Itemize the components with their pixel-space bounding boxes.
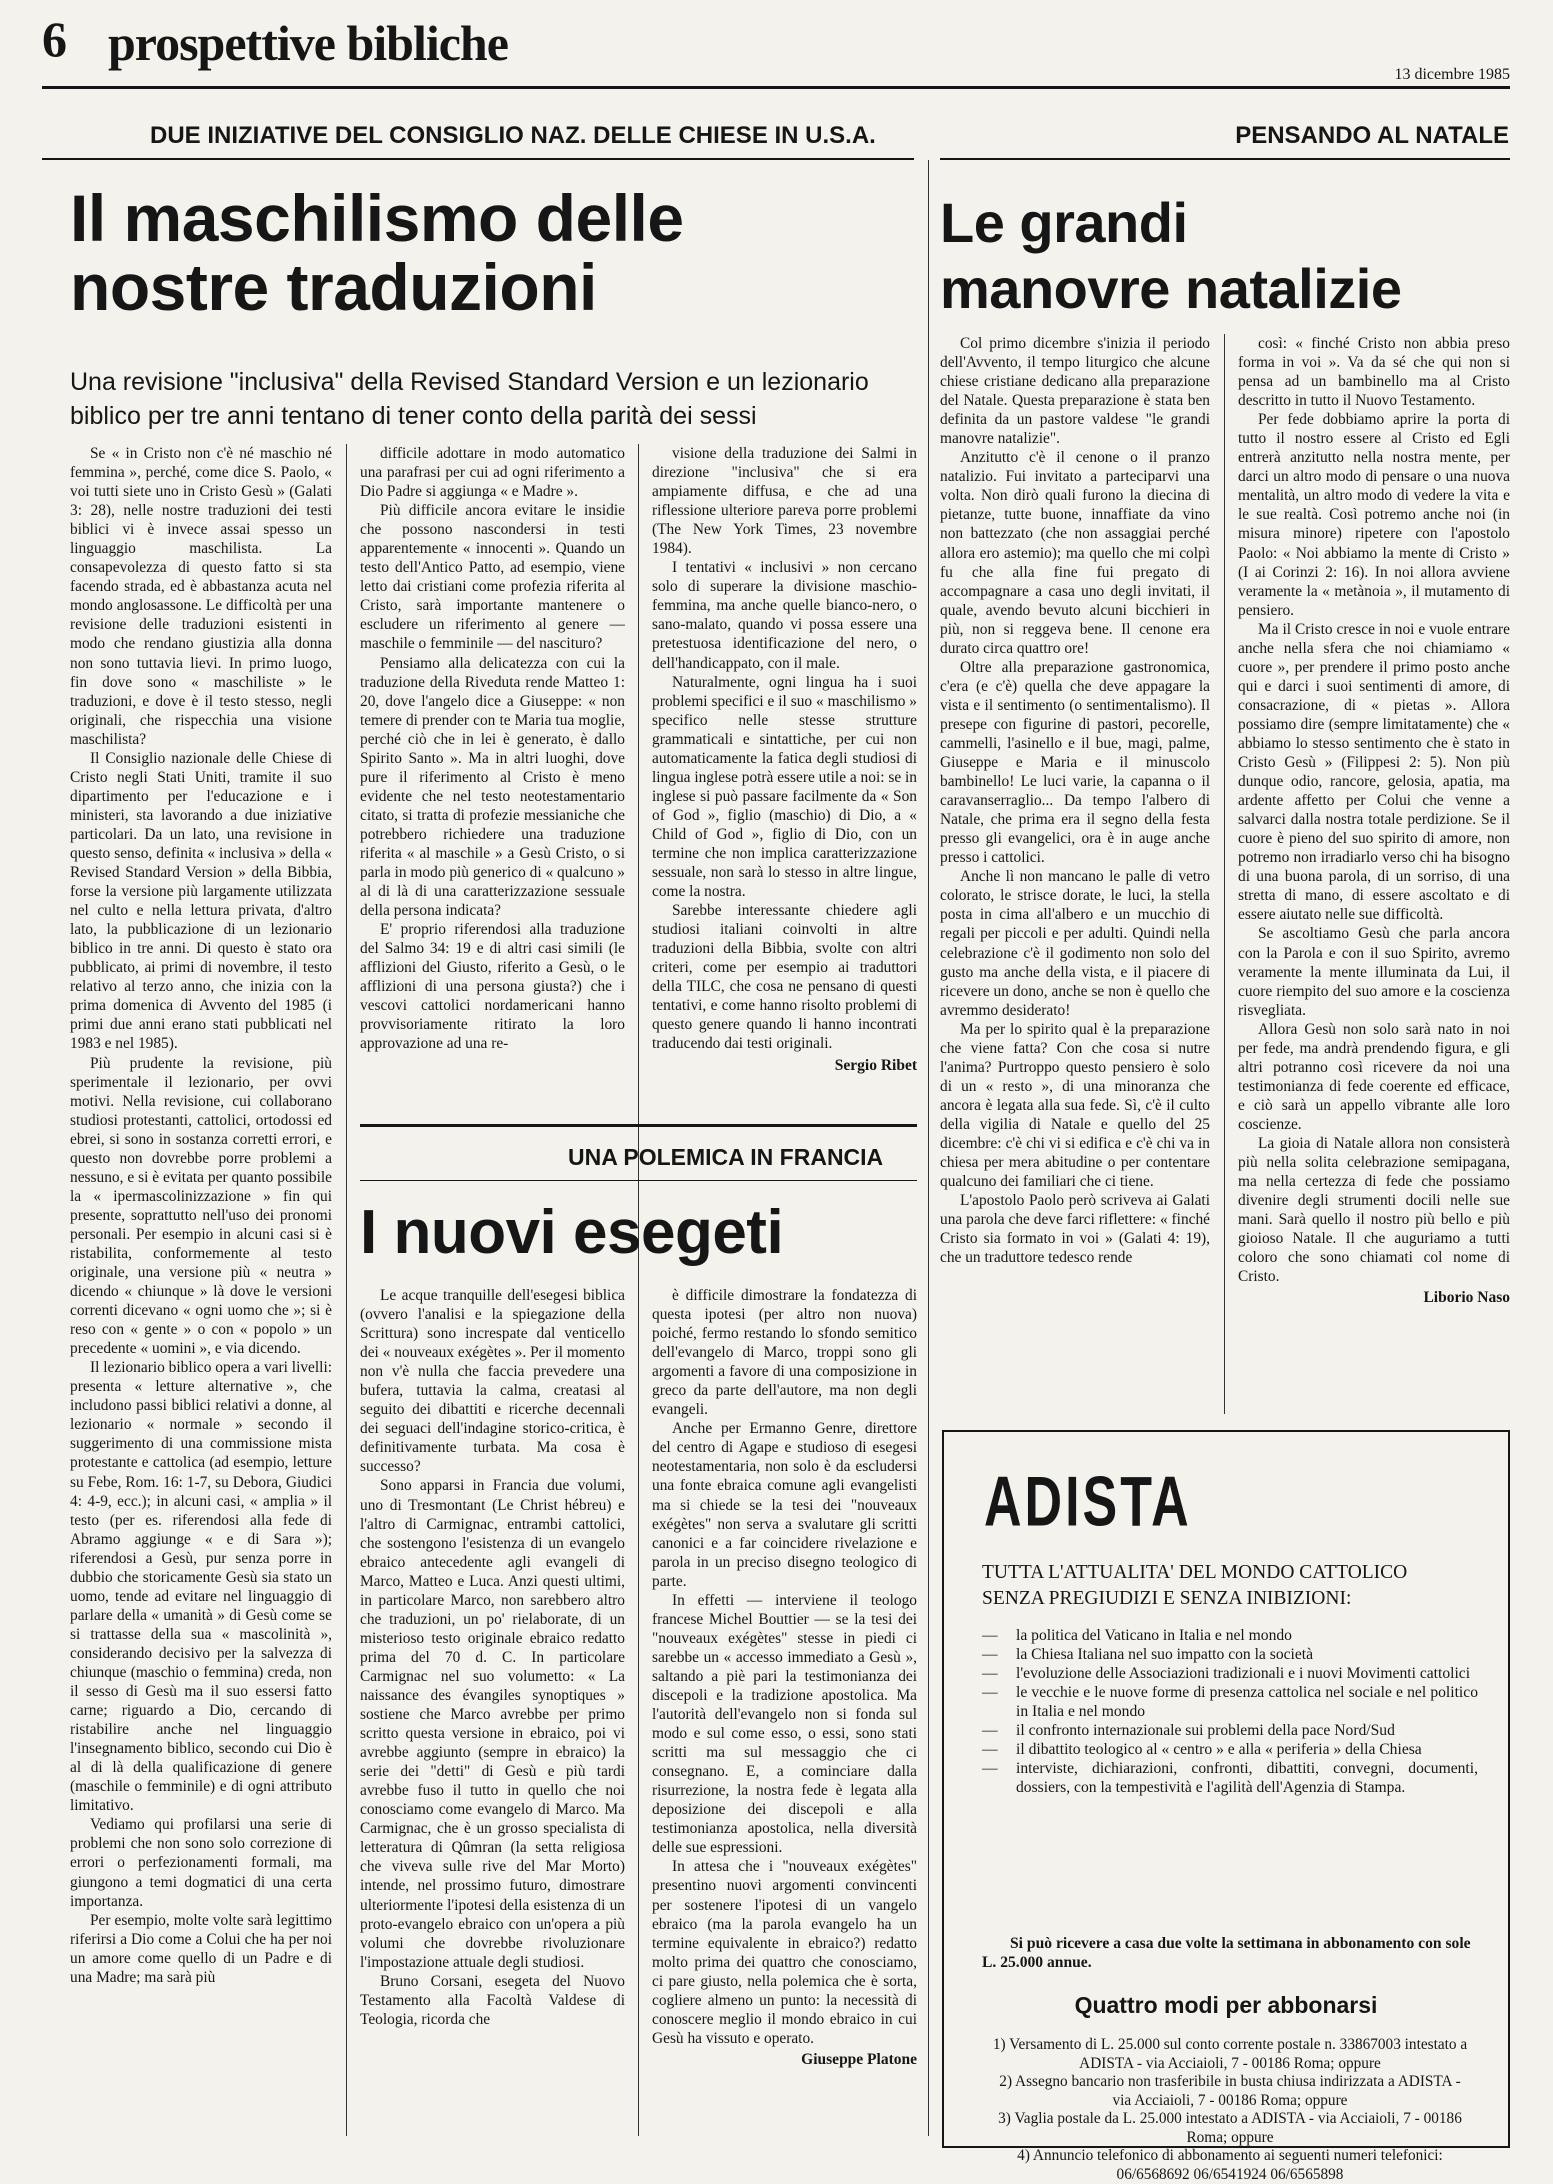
paragraph: L'apostolo Paolo però scriveva ai Galati una parola che deve farci riflettere: « finché Cristo sia formato in voi » (Galati 4: 19), che un traduttore tedesco rende [940, 1192, 1210, 1267]
right-col-2 [1238, 334, 1510, 1414]
kicker-rule-left [42, 158, 914, 160]
left-headline [70, 181, 684, 325]
column-divider [928, 160, 929, 2136]
paragraph: difficile adottare in modo automatico una parafrasi per cui ad ogni riferimento a Dio Padre si aggiunga « e Madre ». [360, 445, 625, 501]
paragraph: così: « finché Cristo non abbia preso forma in voi ». Va da sé che qui non si pensa ad un bambinello ma al Cristo descritto in tutto il Nuovo Testamento. [1238, 335, 1510, 410]
kicker-rule-right [940, 158, 1510, 160]
middle-kicker: UNA POLEMICA IN FRANCIA [568, 1144, 884, 1170]
adista-advertisement [942, 1430, 1510, 2183]
paragraph: Per esempio, molte volte sarà legittimo riferirsi a Dio come a Colui che ha per noi un amore come quello di un Padre e di una Madre; ma sarà più [70, 1911, 332, 1986]
middle-article-rule [360, 1124, 917, 1127]
left-headline-line1: Il maschilismo delle [70, 181, 684, 255]
adista-logo: ADISTA [984, 1463, 1192, 1542]
paragraph: Col primo dicembre s'inizia il periodo dell'Avvento, il tempo liturgico che alcune chiese cristiane dedicano alla preparazione del Natale. Questa preparazione è stata ben definita da un pastore valdese "le grandi manovre natalizie". [940, 335, 1210, 448]
list-item: 2) Assegno bancario non trasferibile in busta chiusa indirizzata a ADISTA - via Acciaioli, 7 - 00186 Roma; oppure [999, 2073, 1461, 2109]
right-col-1 [940, 334, 1210, 1414]
paragraph: Se ascoltiamo Gesù che parla ancora con la Parola e con il suo Spirito, avremo veramente la mente illuminata da Lui, il cuore riempito del suo amore e la coscienza risvegliata. [1238, 925, 1510, 1019]
paragraph: Per fede dobbiamo aprire la porta di tutto il nostro essere al Cristo ed Egli entrerà anzitutto nella nostra mente, per darci un altro modo di pensare o una nuova mentalità, un altro modo di vedere la vita e le sue realtà. Così potremo anche noi (in misura minore) ripetere con l'apostolo Paolo: « Noi abbiamo la mente di Cristo » (I ai Corinzi 2: 16). In noi allora avviene veramente la « metànoia », il mutamento di pensiero. [1238, 411, 1510, 619]
paragraph: Più difficile ancora evitare le insidie che possono nascondersi in testi apparentemente « innocenti ». Quando un testo dell'Antico Patto, ad esempio, viene letto dai cristiani come profezia riferita al Cristo, sarà importante mantenere o escludere un riferimento al genere — maschile o femminile — del nascituro? [360, 502, 625, 653]
ad-tagline-line2: SENZA PREGIUDIZI E SENZA INIBIZIONI: [982, 1588, 1352, 1609]
paragraph: Vediamo qui profilarsi una serie di problemi che non sono solo correzione di errori o perfezionamenti formali, ma giungono a temi dogmatici di una certa importanza. [70, 1816, 332, 1910]
middle-col-1 [360, 1286, 625, 2136]
paragraph: Sono apparsi in Francia due volumi, uno di Tresmontant (Le Christ hébreu) e l'altro di Carmignac, entrambi cattolici, che sostengono l'esistenza di un evangelo ebraico antecedente agli evangeli di Marco, Matteo e Luca. Anzi questi ultimi, in particolare Marco, non sarebbero altro che traduzioni, un po' rielaborate, di un misterioso testo originale ebraico redatto prima del 70 d. C. In particolare Carmignac nel suo volumetto: « La naissance des évangiles synoptiques » sostiene che Marco avrebbe per primo scritto questa versione in ebraico, poi vi avrebbe aggiunto (sempre in ebraico) la serie dei "detti" di Gesù e più tardi avrebbe fuso il tutto in quello che noi conosciamo come evangelo di Marco. Ma Carmignac, che è un grosso specialista di letteratura di Qûmran (la setta religiosa che viveva sulle rive del Mar Morto) intende, nel prossimo futuro, dimostrare ulteriormente l'ipotesi della esistenza di un proto-evangelo ebraico con un'opera a più volumi che dovrebbe rivoluzionare l'impostazione attuale degli studiosi. [360, 1477, 625, 1971]
paragraph: visione della traduzione dei Salmi in direzione "inclusiva" che si era ampiamente diffusa, e che ad una riflessione ulteriore pareva porre problemi (The New York Times, 23 novembre 1984). [652, 445, 917, 558]
paragraph: Sarebbe interessante chiedere agli studiosi italiani coinvolti in altre traduzioni della Bibbia, svolte con altri criteri, come per esempio ai traduttori della TILC, che cosa ne pensano di questi tentativi, e come hanno risolto problemi di questo genere quando li hanno incontrati traducendo dai testi originali. [652, 902, 917, 1053]
column-divider [346, 444, 347, 2136]
list-item: — il confronto internazionale sui problemi della pace Nord/Sud [982, 1721, 1478, 1740]
paragraph: Se « in Cristo non c'è né maschio né femmina », perché, come dice S. Paolo, « voi tutti siete uno in Cristo Gesù » (Galati 3: 28), nelle nostre traduzioni dei testi biblici vi è invece assai spesso un linguaggio maschilista. La consapevolezza di questo fatto si sta facendo strada, ed è abbastanza acuta nel mondo anglosassone. Le difficoltà per una revisione delle traduzioni esistenti in modo che rendano giustizia alla donna non sono tuttavia lievi. In primo luogo, fin dove sono « maschiliste » le traduzioni, e dove è il testo stesso, negli originali, che rispecchia una visione maschilista? [70, 445, 332, 748]
list-item: — il dibattito teologico al « centro » e alla « periferia » della Chiesa [982, 1740, 1478, 1759]
paragraph: E' proprio riferendosi alla traduzione del Salmo 34: 19 e di altri casi simili (le afflizioni del Giusto, riferito a Gesù, o le afflizioni di una persona giusta?) che i vescovi cattolici nordamericani hanno provvisoriamente ritirato la loro approvazione ad una re- [360, 921, 625, 1053]
paragraph: Ma per lo spirito qual è la preparazione che viene fatta? Con che cosa si nutre l'anima? Purtroppo questo pensiero è solo di un « resto », di una minoranza che ancora è legata alla sua fede. Sì, c'è il culto della vigilia di Natale e quello del 25 dicembre: c'è chi vi si edifica e c'è chi va in chiesa per mera abitudine o per contentare qualcuno dei familiari che ci tiene. [940, 1020, 1210, 1191]
middle-headline: I nuovi esegeti [360, 1198, 784, 1267]
middle-article-signature: Giuseppe Platone [801, 2050, 917, 2068]
paragraph: Allora Gesù non solo sarà nato in noi per fede, ma andrà prendendo figura, e gli altri potranno così ricevere da noi una testimonianza di fede coerente ed efficace, e ciò sarà un appello vibrante alle loro coscienze. [1238, 1020, 1510, 1133]
right-headline-line1: Le grandi [940, 191, 1188, 254]
list-item: — interviste, dichiarazioni, confronti, dibattiti, convegni, documenti, dossiers, con la tempestività e l'agilità dell'Agenzia di Stampa. [982, 1759, 1478, 1797]
paragraph: Più prudente la revisione, più sperimentale il lezionario, per ovvi motivi. Nella revisione, cui collaborano studiosi protestanti, cattolici, ortodossi ed ebrei, si sono in sostanza corretti errori, e questo non dovrebbe porre problemi a nessuno, e si è evitata per quanto possibile la « ipermascolinizzazione » fin qui presente, soprattutto nell'uso dei pronomi personali. Per esempio in alcuni casi si è ristabilita, conformemente al testo originale, una versione più « neutra » dicendo « chiunque » là dove le versioni correnti dicevano « ogni uomo che »; si è reso con « gente » o con « popolo » un precedente « uomini », e via dicendo. [70, 1054, 332, 1358]
paragraph: Anzitutto c'è il cenone o il pranzo natalizio. Fui invitato a parteciparvi una volta. Non dirò quali furono la diecina di pietanze, tutte buone, innaffiate da vino non battezzato (che non assaggiai perché allora ero astemio); ma quello che mi colpì fu che alla fine fui pregato di accompagnare a casa uno degli invitati, il quale, avendo bevuto alcuni bicchieri in più, non si reggeva bene. Il cenone era durato circa quattro ore! [940, 449, 1210, 657]
right-headline [940, 190, 1401, 321]
paragraph: Anche lì non mancano le palle di vetro colorato, le strisce dorate, le luci, la stella posta in cima all'albero e un mucchio di regali per piccoli e per adulti. Quindi nella celebrazione c'è il godimento non solo del gusto ma anche della vista, e il piacere di ricevere un dono, anche se non è quello che avremmo desiderato! [940, 868, 1210, 1019]
paragraph: Anche per Ermanno Genre, direttore del centro di Agape e studioso di esegesi neotestamentaria, non solo è da escludersi una fonte ebraica comune agli evangelisti ma si chiede se la tesi dei "nouveaux exégètes" non serva a svalutare gli scritti canonici e a far coincidere rivelazione e parola in un preciso disegno teologico di parte. [652, 1420, 917, 1590]
paragraph: I tentativi « inclusivi » non cercano solo di superare la divisione maschio-femmina, ma anche quelle bianco-nero, o sano-malato, quando vi possa essere una pretestuosa identificazione del nero, o dell'handicappato, con il male. [652, 559, 917, 672]
ad-tagline-line1: TUTTA L'ATTUALITA' DEL MONDO CATTOLICO [982, 1562, 1408, 1583]
paragraph: La gioia di Natale allora non consisterà più nella solita celebrazione semipagana, ma nella certezza di fede che possiamo divenire degli strumenti docili nelle sue mani. Sarà quello il nostro più bello e più gioioso Natale. Il che auguriamo a tutti coloro che sono chiamati col nome di Cristo. [1238, 1134, 1510, 1286]
ad-subscription-modes [990, 2036, 1470, 2184]
left-kicker: DUE INIZIATIVE DEL CONSIGLIO NAZ. DELLE CHIESE IN U.S.A. [150, 122, 876, 149]
issue-date: 13 dicembre 1985 [1394, 66, 1510, 83]
list-item: 1) Versamento di L. 25.000 sul conto corrente postale n. 33867003 intestato a ADISTA - via Acciaioli, 7 - 00186 Roma; oppure [992, 2036, 1468, 2072]
page-number: 6 [42, 11, 67, 67]
paragraph: Bruno Corsani, esegeta del Nuovo Testamento alla Facoltà Valdese di Teologia, ricorda che [360, 1972, 625, 2028]
middle-col-2 [652, 1286, 917, 2136]
paragraph: Pensiamo alla delicatezza con cui la traduzione della Riveduta rende Matteo 1: 20, dove l'angelo dice a Giuseppe: « non temere di prender con te Maria tua moglie, perché ciò che in lei è generato, è dallo Spirito Santo ». Ma in altri luoghi, dove pure il riferimento al Cristo è meno evidente che nel testo neotestamentario citato, si tratta di profezie messianiche che potrebbero richiedere una traduzione riferita « al maschile » a Gesù Cristo, o si parla in modo più generico di « qualcuno » al di là di una caratterizzazione sessuale della persona indicata? [360, 654, 625, 920]
ad-tagline [982, 1560, 1482, 1612]
ad-subscribe-title: Quattro modi per abbonarsi [1074, 1992, 1378, 2018]
list-item: — la Chiesa Italiana nel suo impatto con la società [982, 1645, 1478, 1664]
right-article-signature: Liborio Naso [1423, 1289, 1510, 1307]
paragraph: è difficile dimostrare la fondatezza di questa ipotesi (per altro non nuova) poiché, fermo restando lo sfondo semitico dell'evangelo di Marco, troppi sono gli argomenti a favore di una composizione in greco da parte dell'autore, ma non degli evangeli. [652, 1287, 917, 1419]
left-headline-line2: nostre traduzioni [70, 250, 597, 325]
ad-subscription-note: Si può ricevere a casa due volte la settimana in abbonamento con sole L. 25.000 annue. [982, 1935, 1471, 1971]
left-col-3 [652, 444, 917, 1114]
paragraph: In attesa che i "nouveaux exégètes" presentino nuovi argomenti convincenti per sostenere l'ipotesi di un vangelo ebraico (ma la parola evangelo ha un termine equivalente in ebraico?) redatto molto prima dei quattro che conosciamo, ci pare giusto, nella polemica che è sorta, cogliere almeno un punto: la necessità di conoscere meglio il mondo ebraico in cui Gesù ha vissuto e operato. [652, 1858, 917, 2047]
paragraph: Il Consiglio nazionale delle Chiese di Cristo negli Stati Uniti, tramite il suo dipartimento per l'educazione e i ministeri, sta lavorando a due iniziative particolari. Da un lato, una revisione in questo senso, definita « inclusiva » della « Revised Standard Version » della Bibbia, forse la versione più largamente utilizzata nel culto e nella lettura privata, d'altro lato, la pubblicazione di un lezionario biblico in tre anni. Di questo è stato ora pubblicato, ai primi di novembre, il testo relativo al terzo anno, che inizia con la prima domenica di Avvento del 1985 (i primi due anni erano stati pubblicati nel 1983 e nel 1985). [70, 749, 332, 1053]
list-item: — la politica del Vaticano in Italia e nel mondo [982, 1626, 1478, 1645]
paragraph: Le acque tranquille dell'esegesi biblica (ovvero l'analisi e la spiegazione della Scrittura) sono increspate dal venticello dei « nouveaux exégètes ». Per il momento non v'è nulla che faccia prevedere una bufera, tuttavia la calma, creatasi al seguito dei dibattiti e ricerche decennali dei seguaci dell'indagine storico-critica, è definitivamente turbata. Ma cosa è successo? [360, 1287, 625, 1476]
left-subhead: Una revisione "inclusiva" della Revised Standard Version e un lezionario biblico per tre anni tentano di tener conto della parità dei sessi [70, 368, 869, 430]
left-col-2 [360, 444, 625, 1104]
paragraph: Ma il Cristo cresce in noi e vuole entrare anche nella sfera che noi chiamiamo « cuore », per prendere il primo posto anche qui e darci i suoi sentimenti di amore, di consacrazione, di « pietas ». Allora possiamo dire (sempre limitatamente) che « abbiamo lo stesso sentimento che è stato in Cristo Gesù » (Filippesi 2: 5). Non più dunque odio, rancore, gelosia, apatia, ma ardente affetto per Colui che venne a salvarci dalla nostra totale perdizione. Se il cuore è pieno del suo spirito di amore, non potremo non irradiarlo verso chi ha bisogno di una buona parola, di un sorriso, di una stretta di mano, di essere ascoltato e di essere aiutato nelle sue difficoltà. [1238, 620, 1510, 924]
ad-topics-list [982, 1626, 1478, 1797]
column-divider [1224, 334, 1225, 1414]
left-article-signature: Sergio Ribet [834, 1056, 917, 1074]
middle-kicker-rule [360, 1180, 917, 1181]
right-kicker: PENSANDO AL NATALE [1235, 122, 1509, 149]
list-item: 4) Annuncio telefonico di abbonamento ai seguenti numeri telefonici: 06/6568692 06/6541924 06/6565898 [1017, 2147, 1443, 2183]
right-headline-line2: manovre natalizie [940, 256, 1402, 320]
paragraph: Il lezionario biblico opera a vari livelli: presenta « letture alternative », che includono passi biblici relativi a donne, al lezionario « normale » secondo il suggerimento di una commissione mista protestante e cattolica (ad esempio, letture su Febe, Rom. 16: 1-7, su Debora, Giudici 4: 4-9, ecc.); in alcuni casi, « amplia » il testo (per es. riferendosi alla fede di Abramo aggiunge « e di Sara »); riferendosi a Gesù, pur senza porre in dubbio che storicamente Gesù sia stato un uomo, tende ad evitare nel linguaggio di parlare della « umanità » di Gesù come se si trattasse della sua « mascolinità », considerando decisivo per la salvezza di chiunque (maschio o femmina) creda, non il sesso di Gesù ma il suo essersi fatto carne; riguardo a Dio, cercando di ristabilire anche nel linguaggio l'insegnamento biblico, secondo cui Dio è al di là della qualificazione di genere (maschile o femminile) e di ogni attributo limitativo. [70, 1359, 332, 1815]
paragraph: Oltre alla preparazione gastronomica, c'era (e c'è) quella che deve appagare la vista e il sentimento (o sentimentalismo). Il presepe con figurine di pastori, pecorelle, cammelli, l'asinello e il bue, magi, palme, Giuseppe e Maria e il minuscolo bambinello! Le luci varie, la capanna o il caravanserraglio... Da tempo l'albero di Natale, che prima era il segno della festa presso gli evangelici, ora è in auge anche presso i cattolici. [940, 658, 1210, 867]
column-divider [638, 444, 639, 2136]
paragraph: Naturalmente, ogni lingua ha i suoi problemi specifici e il suo « maschilismo » specifico nelle stesse strutture grammaticali e sintattiche, per cui non automaticamente la fatica degli studiosi di lingua inglese potrà essere utile a noi: se in inglese si può passare facilmente da « Son of God », figlio (maschio) di Dio, a « Child of God », figlio di Dio, con un termine che non implica caratterizzazione sessuale, non sarà lo stesso in altre lingue, come la nostra. [652, 673, 917, 901]
list-item: 3) Vaglia postale da L. 25.000 intestato a ADISTA - via Acciaioli, 7 - 00186 Roma; oppure [998, 2110, 1462, 2146]
left-col-1 [70, 444, 332, 2136]
section-title: prospettive bibliche [108, 15, 508, 71]
list-item: — le vecchie e le nuove forme di presenza cattolica nel sociale e nel politico in Italia e nel mondo [982, 1683, 1478, 1721]
list-item: — l'evoluzione delle Associazioni tradizionali e i nuovi Movimenti cattolici [982, 1664, 1478, 1683]
masthead-rule [42, 86, 1510, 89]
paragraph: In effetti — interviene il teologo francese Michel Bouttier — se la tesi dei "nouveaux exégètes" stesse in piedi ci sarebbe un « accesso immediato a Gesù », saltando a piè pari la testimonianza dei discepoli e la tradizione apostolica. Ma l'autorità dell'evangelo non si fonda sul modo e sul come esso, o essi, sono stati scritti ma sul messaggio che ci consegnano. E, a cominciare dalla risurrezione, la nostra fede è legata alla deposizione dei discepoli e alla testimonianza apostolica, nella diversità delle sue espressioni. [652, 1591, 917, 1857]
